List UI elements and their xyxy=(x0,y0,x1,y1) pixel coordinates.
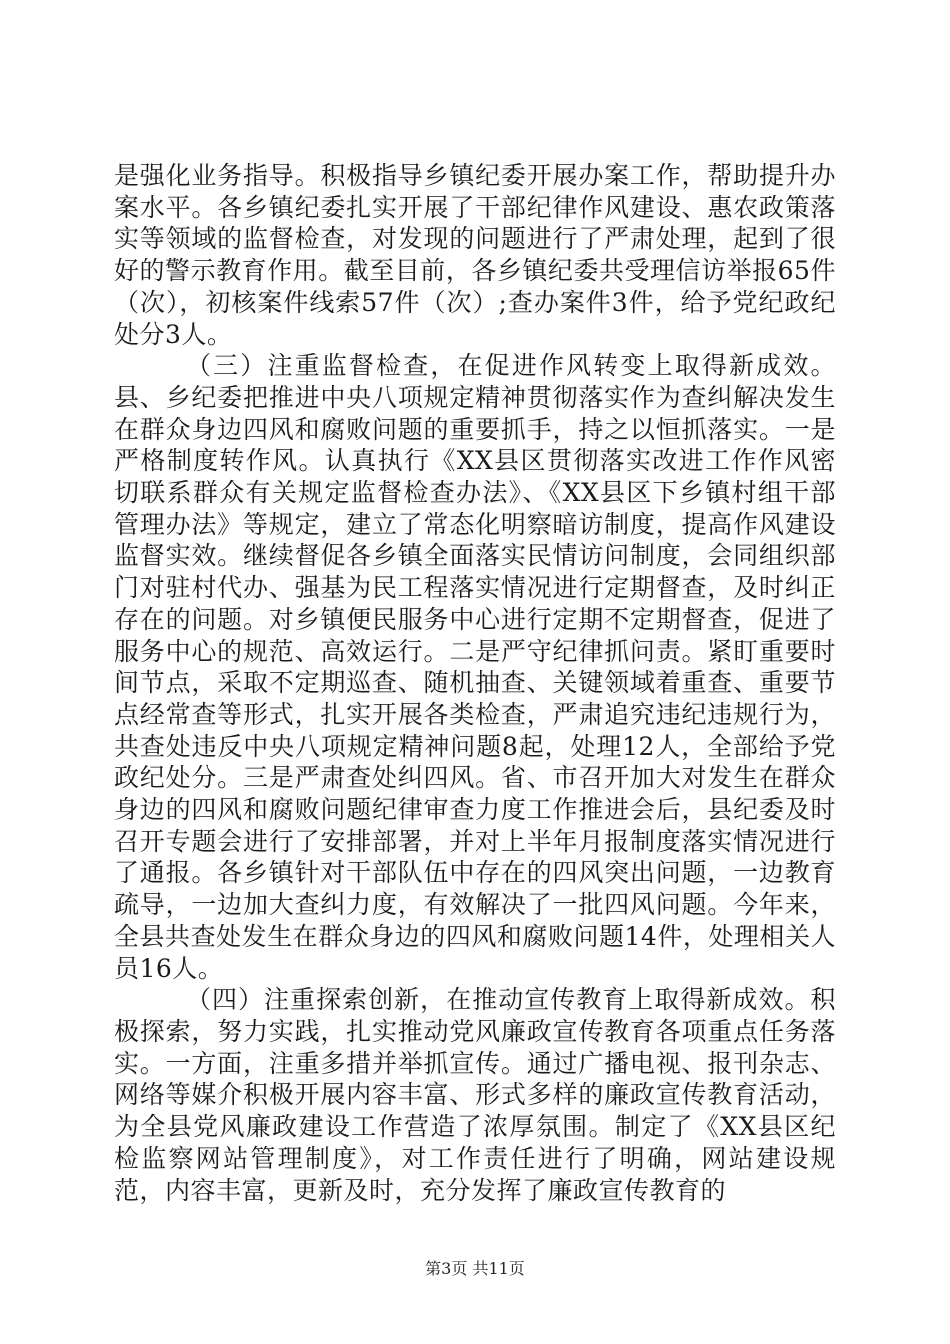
document-body xyxy=(114,160,836,1206)
page-number-footer: 第3页 共11页 xyxy=(425,1259,525,1278)
paragraph-2: （三）注重监督检查，在促进作风转变上取得新成效。县、乡纪委把推进中央八项规定精神贯彻落实作为查纠解决发生在群众身边四风和腐败问题的重要抓手，持之以恒抓落实。一是严格制度转作风。认真执行《XX县区贯彻落实改进工作作风密切联系群众有关规定监督检查办法》、《XX县区下乡镇村组干部管理办法》等规定，建立了常态化明察暗访制度，提高作风建设监督实效。继续督促各乡镇全面落实民情访问制度，会同组织部门对驻村代办、强基为民工程落实情况进行定期督查，及时纠正存在的问题。对乡镇便民服务中心进行定期不定期督查，促进了服务中心的规范、高效运行。二是严守纪律抓问责。紧盯重要时间节点，采取不定期巡查、随机抽查、关键领域着重查、重要节点经常查等形式，扎实开展各类检查，严肃追究违纪违规行为，共查处违反中央八项规定精神问题8起，处理12人，全部给予党政纪处分。三是严肃查处纠四风。省、市召开加大对发生在群众身边的四风和腐败问题纪律审查力度工作推进会后，县纪委及时召开专题会进行了安排部署，并对上半年月报制度落实情况进行了通报。各乡镇针对干部队伍中存在的四风突出问题，一边教育疏导，一边加大查纠力度，有效解决了一批四风问题。今年来，全县共查处发生在群众身边的四风和腐败问题14件，处理相关人员16人。 xyxy=(114,351,836,983)
paragraph-3: （四）注重探索创新，在推动宣传教育上取得新成效。积极探索，努力实践，扎实推动党风廉政宣传教育各项重点任务落实。一方面，注重多措并举抓宣传。通过广播电视、报刊杂志、网络等媒介积极开展内容丰富、形式多样的廉政宣传教育活动，为全县党风廉政建设工作营造了浓厚氛围。制定了《XX县区纪检监察网站管理制度》，对工作责任进行了明确，网站建设规范，内容丰富，更新及时，充分发挥了廉政宣传教育的 xyxy=(114,985,836,1205)
paragraph-1: 是强化业务指导。积极指导乡镇纪委开展办案工作，帮助提升办案水平。各乡镇纪委扎实开展了干部纪律作风建设、惠农政策落实等领域的监督检查，对发现的问题进行了严肃处理，起到了很好的警示教育作用。截至目前，各乡镇纪委共受理信访举报65件（次），初核案件线索57件（次）;查办案件3件，给予党纪政纪处分3人。 xyxy=(114,161,836,349)
